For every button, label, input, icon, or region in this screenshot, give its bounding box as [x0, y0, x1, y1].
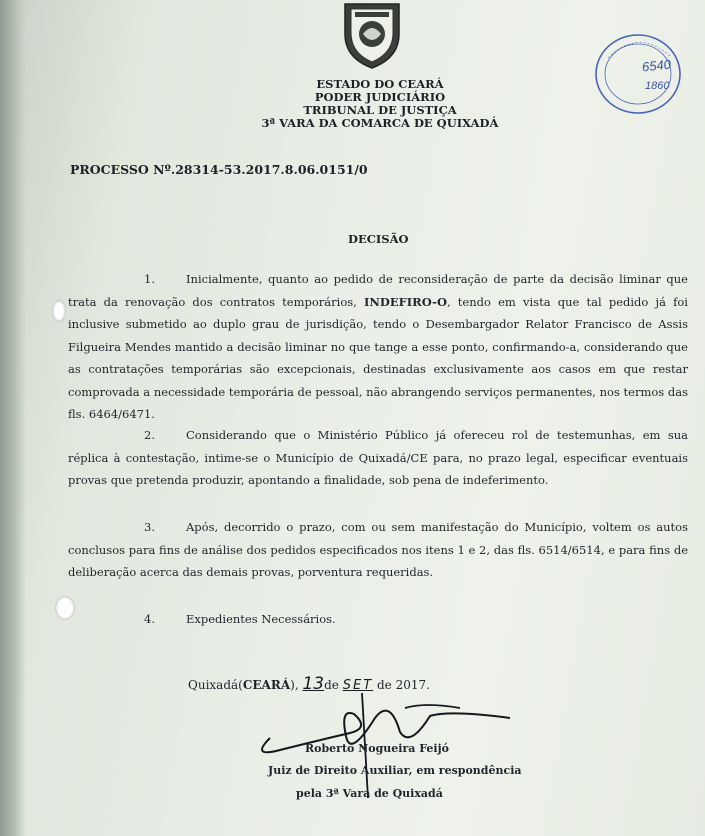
paragraph-bold: INDEFIRO-O [364, 294, 447, 309]
punch-hole [55, 596, 75, 620]
signer-name: Roberto Nogueira Feijó [305, 742, 449, 755]
date-city: Quixadá( [188, 678, 243, 692]
document-title: DECISÃO [348, 232, 409, 246]
header-power: PODER JUDICIÁRIO [314, 90, 446, 104]
protocol-stamp [588, 28, 684, 116]
coat-of-arms-emblem [337, 0, 407, 70]
paragraph-number: 2. [144, 428, 155, 442]
date-year: de 2017. [376, 678, 430, 692]
header-vara: 3ª VARA DA COMARCA DE QUIXADÁ [261, 116, 499, 130]
date-month-handwritten: SET [342, 678, 374, 693]
date-comma: ), [290, 678, 299, 692]
paragraph-text: Inicialmente, quanto ao pedido de reconsideração de parte da decisão liminar que trata da renovação dos contratos temporários, [68, 272, 688, 309]
paragraph-1 [68, 268, 688, 426]
page-fold-shadow [0, 0, 26, 836]
paragraph-3 [68, 516, 688, 584]
paragraph-4 [68, 608, 688, 631]
paragraph-number: 4. [144, 612, 155, 626]
punch-hole [52, 300, 66, 322]
header-tribunal: TRIBUNAL DE JUSTIÇA [303, 103, 457, 117]
paragraph-number: 1. [144, 272, 155, 286]
process-number: PROCESSO Nº.28314-53.2017.8.06.0151/0 [70, 162, 368, 177]
signer-role: Juiz de Direito Auxiliar, em respondência [268, 764, 522, 777]
header-state: ESTADO DO CEARÁ [316, 77, 444, 91]
paragraph-text: , tendo em vista que tal pedido já foi inclusive submetido ao duplo grau de jurisdição, tendo o Desembargador Relator Francisco de Assis Filgueira Mendes mantido a decisão liminar no que tange a esse ponto, confirmando-a, considerando que as contratações temporárias são excepcionais, destinadas exclusivamente aos casos em que restar comprovada a necessidade temporária de pessoal, não abrangendo serviços permanentes, nos termos das fls. 6464/6471. [68, 294, 688, 421]
paragraph-2 [68, 424, 688, 492]
paragraph-text: Expedientes Necessários. [186, 612, 336, 626]
stamp-number: 6540 [641, 56, 672, 75]
paragraph-number: 3. [144, 520, 155, 534]
stamp-subnumber: 1860 [645, 80, 670, 92]
date-day-handwritten: 13 [302, 674, 325, 694]
paragraph-text: Considerando que o Ministério Público já ofereceu rol de testemunhas, em sua réplica à contestação, intime-se o Município de Quixadá/CE para, no prazo legal, especificar eventuais provas que pretenda produzir, apontando a finalidade, sob pena de indeferimento. [68, 428, 688, 487]
signer-court: pela 3ª Vara de Quixadá [296, 787, 443, 800]
date-de: de [324, 678, 339, 692]
date-state: CEARÁ [242, 678, 291, 692]
paragraph-text: Após, decorrido o prazo, com ou sem manifestação do Município, voltem os autos conclusos para fins de análise dos pedidos especificados nos itens 1 e 2, das fls. 6514/6514, e para fins de deliberação acerca das demais provas, porventura requeridas. [68, 520, 688, 579]
court-header [250, 78, 510, 130]
